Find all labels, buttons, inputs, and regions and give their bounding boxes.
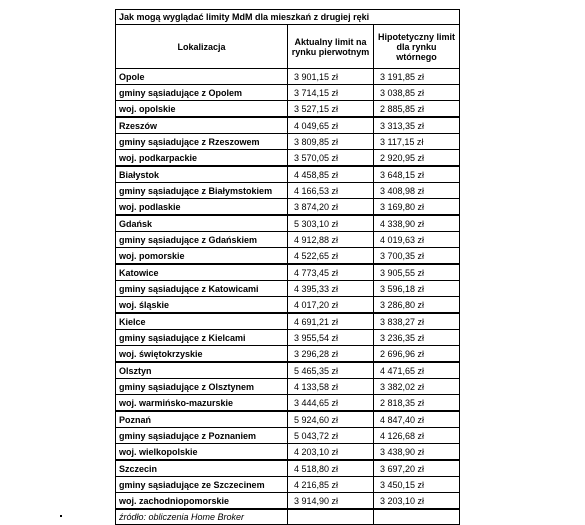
current-limit-cell: 3 914,90 zł: [288, 493, 374, 510]
hypothetical-limit-cell: 4 338,90 zł: [374, 215, 460, 232]
hypothetical-limit-cell: 3 382,02 zł: [374, 379, 460, 395]
hypothetical-limit-cell: 3 596,18 zł: [374, 281, 460, 297]
table-row: [116, 395, 460, 412]
table-row: [116, 428, 460, 444]
hypothetical-limit-cell: 2 885,85 zł: [374, 101, 460, 118]
location-cell: gminy sąsiadujące z Katowicami: [116, 281, 288, 297]
source-note: źródło: obliczenia Home Broker: [116, 509, 288, 525]
hypothetical-limit-cell: 2 920,95 zł: [374, 150, 460, 167]
location-cell: gminy sąsiadujące z Gdańskiem: [116, 232, 288, 248]
location-cell: Katowice: [116, 264, 288, 281]
table-row: [116, 460, 460, 477]
location-cell: woj. podlaskie: [116, 199, 288, 216]
table-row: [116, 101, 460, 118]
table-row: [116, 166, 460, 183]
hypothetical-limit-cell: 3 697,20 zł: [374, 460, 460, 477]
table-title: Jak mogą wyglądać limity MdM dla mieszkań z drugiej ręki: [116, 10, 460, 25]
hypothetical-limit-cell: 3 286,80 zł: [374, 297, 460, 314]
current-limit-cell: 3 809,85 zł: [288, 134, 374, 150]
location-cell: woj. wielkopolskie: [116, 444, 288, 461]
table-row: [116, 199, 460, 216]
hypothetical-limit-cell: 3 117,15 zł: [374, 134, 460, 150]
current-limit-cell: 4 216,85 zł: [288, 477, 374, 493]
table-row: [116, 117, 460, 134]
header-hypothetical-limit: Hipotetyczny limit dla rynku wtórnego: [374, 25, 460, 69]
current-limit-cell: 4 049,65 zł: [288, 117, 374, 134]
hypothetical-limit-cell: 3 438,90 zł: [374, 444, 460, 461]
location-cell: gminy sąsiadujące z Poznaniem: [116, 428, 288, 444]
source-row: [116, 509, 460, 525]
current-limit-cell: 4 133,58 zł: [288, 379, 374, 395]
current-limit-cell: 3 570,05 zł: [288, 150, 374, 167]
location-cell: woj. podkarpackie: [116, 150, 288, 167]
hypothetical-limit-cell: 3 450,15 zł: [374, 477, 460, 493]
table-row: [116, 183, 460, 199]
current-limit-cell: 5 303,10 zł: [288, 215, 374, 232]
document: [115, 9, 459, 525]
location-cell: gminy sąsiadujące z Rzeszowem: [116, 134, 288, 150]
current-limit-cell: 3 714,15 zł: [288, 85, 374, 101]
location-cell: Olsztyn: [116, 362, 288, 379]
location-cell: gminy sąsiadujące z Olsztynem: [116, 379, 288, 395]
current-limit-cell: 3 296,28 zł: [288, 346, 374, 363]
location-cell: Białystok: [116, 166, 288, 183]
location-cell: Opole: [116, 69, 288, 85]
location-cell: Kielce: [116, 313, 288, 330]
table-row: [116, 379, 460, 395]
hypothetical-limit-cell: 3 648,15 zł: [374, 166, 460, 183]
table-row: [116, 281, 460, 297]
location-cell: Gdańsk: [116, 215, 288, 232]
location-cell: woj. pomorskie: [116, 248, 288, 265]
current-limit-cell: 4 203,10 zł: [288, 444, 374, 461]
location-cell: gminy sąsiadujące z Opolem: [116, 85, 288, 101]
title-row: [116, 10, 460, 25]
hypothetical-limit-cell: 4 126,68 zł: [374, 428, 460, 444]
current-limit-cell: 4 912,88 zł: [288, 232, 374, 248]
table-row: [116, 362, 460, 379]
location-cell: gminy sąsiadujące ze Szczecinem: [116, 477, 288, 493]
limits-table: [115, 9, 460, 525]
table-row: [116, 134, 460, 150]
current-limit-cell: 4 166,53 zł: [288, 183, 374, 199]
current-limit-cell: 5 465,35 zł: [288, 362, 374, 379]
location-cell: woj. świętokrzyskie: [116, 346, 288, 363]
hypothetical-limit-cell: 3 905,55 zł: [374, 264, 460, 281]
location-cell: gminy sąsiadujące z Białymstokiem: [116, 183, 288, 199]
location-cell: Poznań: [116, 411, 288, 428]
hypothetical-limit-cell: 3 408,98 zł: [374, 183, 460, 199]
table-row: [116, 69, 460, 85]
table-row: [116, 85, 460, 101]
hypothetical-limit-cell: 4 471,65 zł: [374, 362, 460, 379]
table-row: [116, 232, 460, 248]
hypothetical-limit-cell: 3 191,85 zł: [374, 69, 460, 85]
header-current-limit: Aktualny limit na rynku pierwotnym: [288, 25, 374, 69]
header-row: [116, 25, 460, 69]
hypothetical-limit-cell: 2 696,96 zł: [374, 346, 460, 363]
hypothetical-limit-cell: 3 203,10 zł: [374, 493, 460, 510]
hypothetical-limit-cell: 3 169,80 zł: [374, 199, 460, 216]
header-location: Lokalizacja: [116, 25, 288, 69]
current-limit-cell: 3 955,54 zł: [288, 330, 374, 346]
current-limit-cell: 5 043,72 zł: [288, 428, 374, 444]
table-row: [116, 215, 460, 232]
current-limit-cell: 4 017,20 zł: [288, 297, 374, 314]
current-limit-cell: 4 458,85 zł: [288, 166, 374, 183]
current-limit-cell: 4 522,65 zł: [288, 248, 374, 265]
table-row: [116, 297, 460, 314]
hypothetical-limit-cell: 2 818,35 zł: [374, 395, 460, 412]
location-cell: Rzeszów: [116, 117, 288, 134]
current-limit-cell: 3 874,20 zł: [288, 199, 374, 216]
table-row: [116, 330, 460, 346]
hypothetical-limit-cell: 3 313,35 zł: [374, 117, 460, 134]
table-row: [116, 313, 460, 330]
location-cell: woj. opolskie: [116, 101, 288, 118]
stray-dot: [60, 515, 62, 517]
hypothetical-limit-cell: 3 838,27 zł: [374, 313, 460, 330]
location-cell: woj. warmińsko-mazurskie: [116, 395, 288, 412]
table-row: [116, 248, 460, 265]
current-limit-cell: 5 924,60 zł: [288, 411, 374, 428]
hypothetical-limit-cell: 3 236,35 zł: [374, 330, 460, 346]
hypothetical-limit-cell: 4 019,63 zł: [374, 232, 460, 248]
empty-cell: [288, 509, 374, 525]
table-row: [116, 346, 460, 363]
current-limit-cell: 4 773,45 zł: [288, 264, 374, 281]
current-limit-cell: 3 527,15 zł: [288, 101, 374, 118]
table-row: [116, 493, 460, 510]
location-cell: woj. zachodniopomorskie: [116, 493, 288, 510]
table-row: [116, 477, 460, 493]
hypothetical-limit-cell: 4 847,40 zł: [374, 411, 460, 428]
table-row: [116, 444, 460, 461]
current-limit-cell: 3 444,65 zł: [288, 395, 374, 412]
table-row: [116, 150, 460, 167]
current-limit-cell: 3 901,15 zł: [288, 69, 374, 85]
empty-cell: [374, 509, 460, 525]
location-cell: woj. śląskie: [116, 297, 288, 314]
current-limit-cell: 4 691,21 zł: [288, 313, 374, 330]
table-row: [116, 411, 460, 428]
current-limit-cell: 4 518,80 zł: [288, 460, 374, 477]
location-cell: Szczecin: [116, 460, 288, 477]
current-limit-cell: 4 395,33 zł: [288, 281, 374, 297]
hypothetical-limit-cell: 3 700,35 zł: [374, 248, 460, 265]
location-cell: gminy sąsiadujące z Kielcami: [116, 330, 288, 346]
hypothetical-limit-cell: 3 038,85 zł: [374, 85, 460, 101]
table-row: [116, 264, 460, 281]
